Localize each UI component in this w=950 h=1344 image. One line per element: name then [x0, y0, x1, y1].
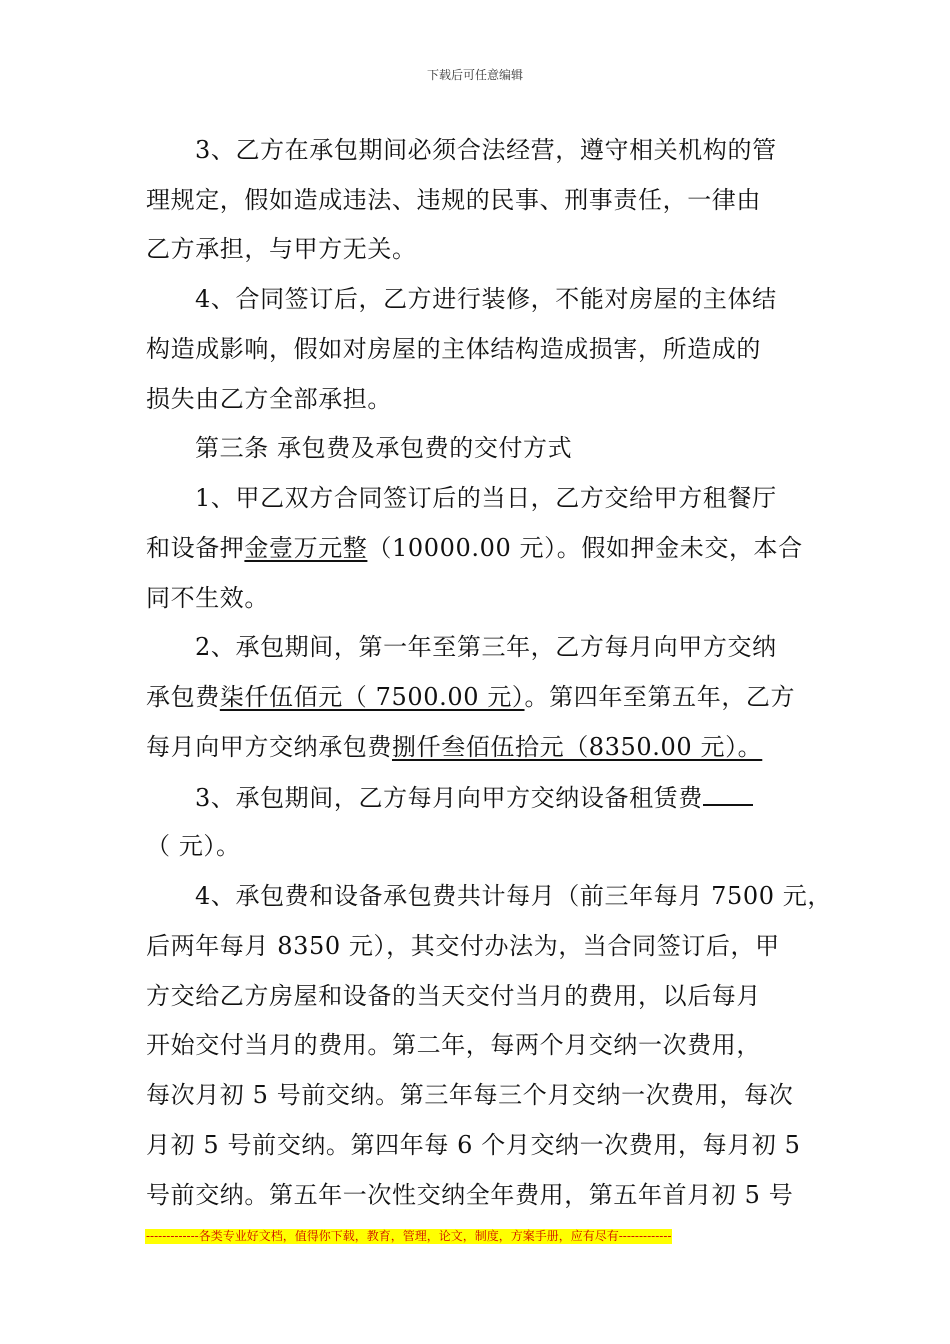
section-heading: 第三条 承包费及承包费的交付方式	[195, 434, 573, 462]
paragraph-line: 理规定，假如造成违法、违规的民事、刑事责任，一律由	[146, 186, 761, 214]
paragraph-line: 4、合同签订后，乙方进行装修，不能对房屋的主体结	[195, 285, 777, 313]
paragraph-line	[146, 732, 762, 762]
paragraph-line	[195, 782, 753, 813]
underlined-amount: 柒仟伍佰元（ 7500.00 元）	[219, 683, 525, 711]
paragraph-line: 3、乙方在承包期间必须合法经营，遵守相关机构的管	[195, 136, 777, 164]
paragraph-line: 损失由乙方全部承担。	[146, 385, 392, 413]
paragraph-line: 每次月初 5 号前交纳。第三年每三个月交纳一次费用，每次	[146, 1081, 794, 1109]
page-footer-banner: -------------各类专业好文档，值得你下载，教育，管理，论文，制度，方案手册，应有尽有-------------	[146, 1229, 672, 1243]
paragraph-line: 乙方承担，与甲方无关。	[146, 235, 417, 263]
underlined-amount: 捌仟叁佰伍拾元（8350.00 元）。	[392, 733, 763, 761]
line-text: 承包费	[146, 683, 220, 711]
paragraph-line: 2、承包期间，第一年至第三年，乙方每月向甲方交纳	[195, 633, 777, 661]
line-text: （10000.00 元）。假如押金未交，本合	[367, 534, 803, 562]
paragraph-line	[146, 533, 803, 563]
line-text: 和设备押	[146, 534, 245, 562]
underlined-amount: 金壹万元整	[244, 534, 368, 562]
paragraph-line: 后两年每月 8350 元），其交付办法为，当合同签订后，甲	[146, 932, 780, 960]
paragraph-line: 号前交纳。第五年一次性交纳全年费用，第五年首月初 5 号	[146, 1181, 794, 1209]
paragraph-line: 1、甲乙双方合同签订后的当日，乙方交给甲方租餐厅	[195, 484, 777, 512]
paragraph-line: 开始交付当月的费用。第二年，每两个月交纳一次费用，	[146, 1031, 761, 1059]
page-header: 下载后可任意编辑	[426, 68, 523, 82]
paragraph-line: 月初 5 号前交纳。第四年每 6 个月交纳一次费用，每月初 5	[146, 1131, 801, 1159]
paragraph-line: （ 元）。	[146, 832, 241, 860]
blank-field	[703, 782, 753, 806]
line-text: 3、承包期间，乙方每月向甲方交纳设备租赁费	[195, 784, 703, 812]
paragraph-line: 4、承包费和设备承包费共计每月（前三年每月 7500 元，	[195, 882, 833, 910]
line-text: 。第四年至第五年，乙方	[524, 683, 796, 711]
paragraph-line	[146, 682, 795, 712]
line-text: 每月向甲方交纳承包费	[146, 733, 392, 761]
paragraph-line: 同不生效。	[146, 584, 269, 612]
paragraph-line: 方交给乙方房屋和设备的当天交付当月的费用，以后每月	[146, 982, 761, 1010]
paragraph-line: 构造成影响，假如对房屋的主体结构造成损害，所造成的	[146, 335, 761, 363]
